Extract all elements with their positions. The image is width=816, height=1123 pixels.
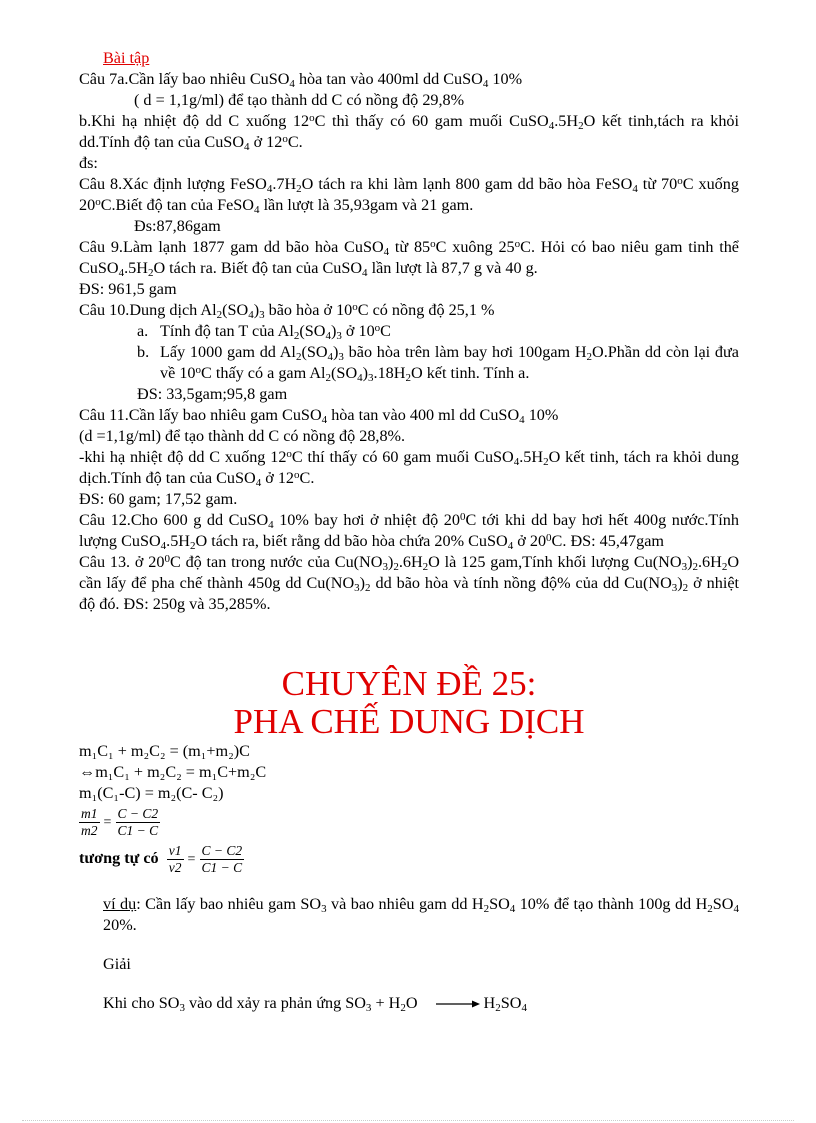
q10-item-b: b. Lấy 1000 gam dd $Al_2(SO_4)_3$ bão hòa trên làm bay hơi 100gam $H_2O.Phần$ dd còn lại đưa về 10$^o$C thấy có a gam $Al_2(SO_4)_3.18H_2O$ kết tinh. Tính a.: [137, 343, 739, 384]
q11-answer: ĐS: 60 gam; 17,52 gam.: [79, 490, 238, 508]
formula-1: m₁C₁ + m₂C₂ = (m₁+m₂)C: [79, 742, 250, 760]
q10-item-a: a. Tính độ tan T của $Al_2(SO_4)_3$ ở 10$^o$C: [137, 322, 391, 342]
fraction: $\frac{m1}{m2}$: [81, 806, 98, 838]
q7-part-b: b.Khi hạ nhiệt độ dd C xuống 12$^o$C thì thấy có 60 gam muối $CuSO_4.5H_2O$ kết tinh,tách ra khỏi dd.Tính độ tan của CuSO$_4$ ở 12$^o$C.: [79, 112, 739, 153]
formula-2: ⇔m₁C₁ + m₂C₂ = m₁C+m₂C: [79, 763, 267, 781]
formula-5: tương tự có $\frac{v1}{v2}$ = $\frac{C - C2}{C1 - C}$: [79, 843, 243, 875]
q7-part-a: Câu 7a.Cần lấy bao nhiêu CuSO$_4$ hòa tan vào 400ml dd CuSO$_4$ 10%: [79, 70, 523, 90]
q10-answer: ĐS: 33,5gam;95,8 gam: [137, 385, 288, 403]
q10-sublist: [79, 321, 739, 405]
question-8: Câu 8.Xác định lượng $FeSO_4.7H_2O$ tách ra khi làm lạnh 800 gam dd bão hòa FeSO$_4$ từ 70$^o$C xuống 20$^o$C.Biết độ tan của FeSO$_4$ lần lượt là 35,93gam và 21 gam.: [79, 175, 739, 216]
question-13: Câu 13. ở $20^0C$ độ tan trong nước của $Cu(NO_3)_2.6H_2O$ là 125 gam,Tính khối lượng $Cu(NO_3)_2.6H_2O$ cần lấy để pha chế thành 450g dd $Cu(NO_3)_2$ dd bão hòa và tính nồng độ% của dd $Cu(NO_3)_2$ ở nhiệt độ đó. ĐS: 250g và 35,285%.: [79, 553, 740, 613]
q11-density-line: (d =1,1g/ml) để tạo thành dd C có nồng độ 28,8%.: [79, 427, 406, 445]
question-11: Câu 11.Cần lấy bao nhiêu gam CuSO$_4$ hòa tan vào 400 ml dd CuSO$_4$ 10%: [79, 406, 559, 426]
q7-density-line: ( d = 1,1g/ml) để tạo thành dd C có nồng độ 29,8%: [134, 91, 465, 109]
example-problem: ví dụ: Cần lấy bao nhiêu gam $SO_3$ và bao nhiêu gam dd $H_2SO_4$ 10% để tạo thành 100g dd $H_2SO_4$ 20%.: [103, 895, 739, 934]
document-page: [79, 48, 739, 1014]
fraction: $\frac{v1}{v2}$: [168, 843, 182, 875]
chapter-heading-line2: PHA CHẾ DUNG DỊCH: [233, 702, 585, 741]
formula-4: $\frac{m1}{m2}$ = $\frac{C - C2}{C1 - C}$: [81, 806, 159, 838]
chapter-heading-line1: CHUYÊN ĐỀ 25:: [281, 664, 537, 703]
page-bottom-border: [22, 1120, 794, 1121]
solution-label: Giải: [103, 955, 131, 973]
fraction: $\frac{C - C2}{C1 - C}$: [117, 806, 159, 838]
question-12: Câu 12.Cho 600 g dd CuSO$_4$ 10% bay hơi ở nhiệt độ $20^0C$ tới khi dd bay hơi hết 400g nước.Tính lượng $CuSO_4.5H_2O$ tách ra, biết rằng dd bão hòa chứa 20% CuSO$_4$ ở $20^0C$. ĐS: 45,47gam: [79, 511, 739, 552]
q11-part-b: -khi hạ nhiệt độ dd C xuống 12$^o$C thí thấy có 60 gam muối $CuSO_4.5H_2O$ kết tinh, tách ra khỏi dung dịch.Tính độ tan của CuSO$_4$ ở 12$^o$C.: [79, 448, 740, 489]
question-10: Câu 10.Dung dịch $Al_2(SO_4)_3$ bão hòa ở 10$^o$C có nồng độ 25,1 %: [79, 301, 495, 321]
q9-answer: ĐS: 961,5 gam: [79, 280, 177, 298]
q7-answer: đs:: [79, 154, 98, 172]
reaction-line: Khi cho $SO_3$ vào dd xảy ra phản ứng $SO_3 + H_2O$ $H_2SO_4$: [103, 994, 527, 1014]
reaction-arrow-icon: [436, 999, 480, 1009]
fraction: $\frac{C - C2}{C1 - C}$: [201, 843, 243, 875]
list-marker: a.: [137, 322, 149, 340]
q8-answer: Đs:87,86gam: [134, 217, 221, 235]
question-9: Câu 9.Làm lạnh 1877 gam dd bão hòa CuSO$_4$ từ 85$^o$C xuông 25$^o$C. Hỏi có bao niêu gam tinh thể $CuSO_4.5H_2O$ tách ra. Biết độ tan của CuSO$_4$ lần lượt là 87,7 g và 40 g.: [79, 238, 739, 279]
section-title: Bài tập: [103, 49, 150, 67]
list-marker: b.: [137, 343, 150, 361]
formula-3: m₁(C₁-C) = m₂(C- C₂): [79, 784, 224, 802]
